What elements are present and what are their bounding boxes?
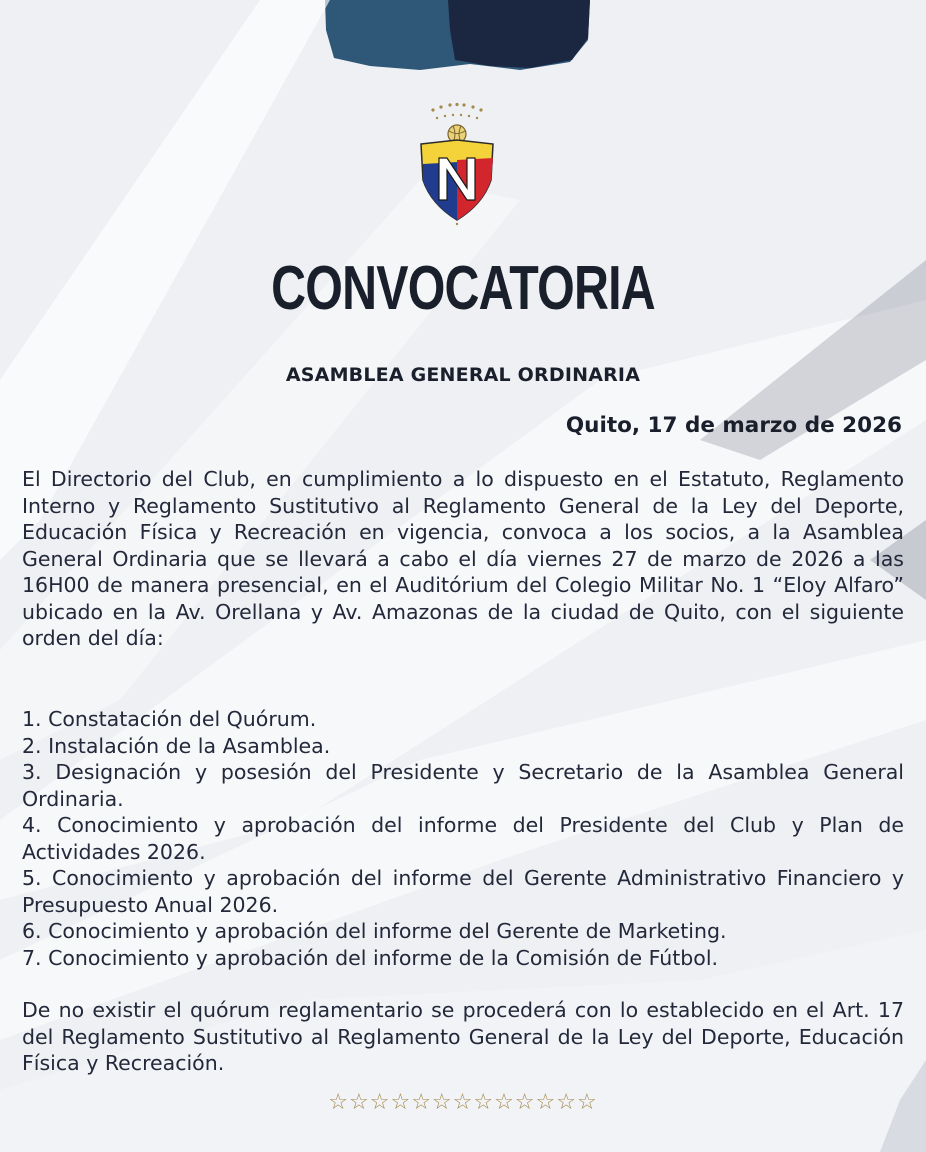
agenda-item: 1. Constatación del Quórum. [22, 707, 317, 731]
page-title: CONVOCATORIA [271, 254, 655, 323]
agenda-item: 4. Conocimiento y aprobación del informe del Presidente del Club y Plan de Actividades 2026. [22, 813, 904, 864]
intro-paragraph: El Directorio del Club, en cumplimiento a lo dispuesto en el Estatuto, Reglamento Interno y Reglamento Sustitutivo al Reglamento General de la Ley del Deporte, Educación Física y Recreación en vigencia, convoca a los socios, a la Asamblea General Ordinaria que se llevará a cabo el día viernes 27 de marzo de 2026 a las 16H00 de manera presencial, en el Auditórium del Colegio Militar No. 1 “Eloy Alfaro” ubicado en la Av. Orellana y Av. Amazonas de la ciudad de Quito, con el siguiente orden del día: [22, 467, 904, 650]
agenda-item: 5. Conocimiento y aprobación del informe del Gerente Administrativo Financiero y Presupuesto Anual 2026. [22, 866, 904, 917]
agenda-item: 3. Designación y posesión del Presidente y Secretario de la Asamblea General Ordinaria. [22, 760, 904, 811]
el-nacional-crest-icon [413, 100, 501, 228]
agenda-item: 7. Conocimiento y aprobación del informe de la Comisión de Fútbol. [22, 945, 719, 970]
closing-paragraph: De no existir el quórum reglamentario se procederá con lo establecido en el Art. 17 del Reglamento Sustitutivo al Reglamento General de la Ley del Deporte, Educación Física y Recreación. [22, 998, 904, 1075]
agenda-item: 2. Instalación de la Asamblea. [22, 733, 331, 758]
agenda-list [22, 706, 904, 971]
document-date: Quito, 17 de marzo de 2026 [565, 413, 902, 438]
page-subtitle: ASAMBLEA GENERAL ORDINARIA [285, 364, 641, 386]
agenda-item: 6. Conocimiento y aprobación del informe del Gerente de Marketing. [22, 919, 727, 943]
star-row-icon: ☆☆☆☆☆☆☆☆☆☆☆☆☆ [328, 1090, 598, 1115]
